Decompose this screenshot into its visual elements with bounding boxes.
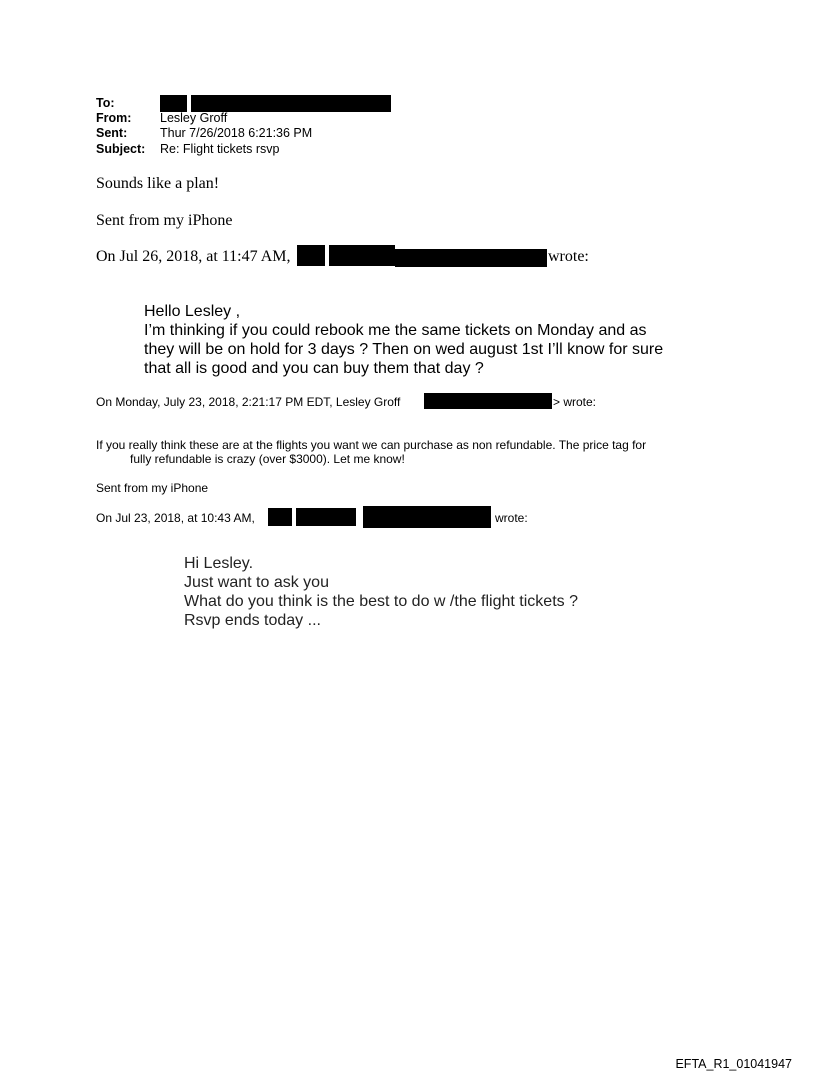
quoted-2-attribution-end: > wrote:	[553, 395, 597, 409]
header-to-row	[96, 96, 160, 111]
redaction-box	[297, 245, 325, 266]
redaction-box	[363, 506, 491, 528]
header-from-row	[96, 111, 227, 126]
quoted-1-line-4: that all is good and you can buy them that day ?	[144, 360, 484, 377]
from-label: From:	[96, 111, 132, 125]
message-sent-from: Sent from my iPhone	[96, 212, 233, 229]
sent-value: Thur 7/26/2018 6:21:36 PM	[160, 126, 313, 140]
quoted-3-line-1: Hi Lesley.	[184, 555, 254, 572]
document-id: EFTA_R1_01041947	[675, 1057, 792, 1071]
quoted-3-line-4: Rsvp ends today ...	[184, 612, 321, 629]
header-sent-row	[96, 126, 312, 141]
redaction-box	[329, 245, 395, 266]
quoted-3-attribution-start: On Jul 23, 2018, at 10:43 AM,	[96, 511, 255, 525]
redaction-box	[424, 393, 552, 409]
redaction-box	[268, 508, 292, 526]
quoted-1-line-3: they will be on hold for 3 days ? Then on wed august 1st I’ll know for sure	[144, 341, 664, 358]
quoted-2-attribution-start: On Monday, July 23, 2018, 2:21:17 PM EDT, Lesley Groff	[96, 395, 401, 409]
quoted-2-sent-from: Sent from my iPhone	[96, 481, 209, 495]
from-value: Lesley Groff	[160, 111, 228, 125]
subject-value: Re: Flight tickets rsvp	[160, 142, 280, 156]
quoted-3-line-2: Just want to ask you	[184, 574, 329, 591]
quoted-2-line-2: fully refundable is crazy (over $3000). Let me know!	[130, 452, 405, 466]
quoted-3-attribution-end: wrote:	[495, 511, 528, 525]
sent-label: Sent:	[96, 126, 128, 140]
quoted-3-line-3: What do you think is the best to do w /the flight tickets ?	[184, 593, 578, 610]
quote-attribution-start: On Jul 26, 2018, at 11:47 AM,	[96, 248, 291, 265]
redaction-box	[395, 249, 547, 267]
redaction-box	[191, 95, 391, 112]
to-label: To:	[96, 96, 115, 110]
quoted-1-line-1: Hello Lesley ,	[144, 303, 241, 320]
redaction-box	[296, 508, 356, 526]
quoted-2-line-1: If you really think these are at the flights you want we can purchase as non refundable. The price tag for	[96, 438, 647, 452]
quote-attribution-end: wrote:	[548, 248, 589, 265]
subject-label: Subject:	[96, 142, 146, 156]
redaction-box	[160, 95, 187, 112]
header-subject-row	[96, 142, 279, 157]
message-line-1: Sounds like a plan!	[96, 175, 220, 192]
quoted-1-line-2: I’m thinking if you could rebook me the same tickets on Monday and as	[144, 322, 647, 339]
